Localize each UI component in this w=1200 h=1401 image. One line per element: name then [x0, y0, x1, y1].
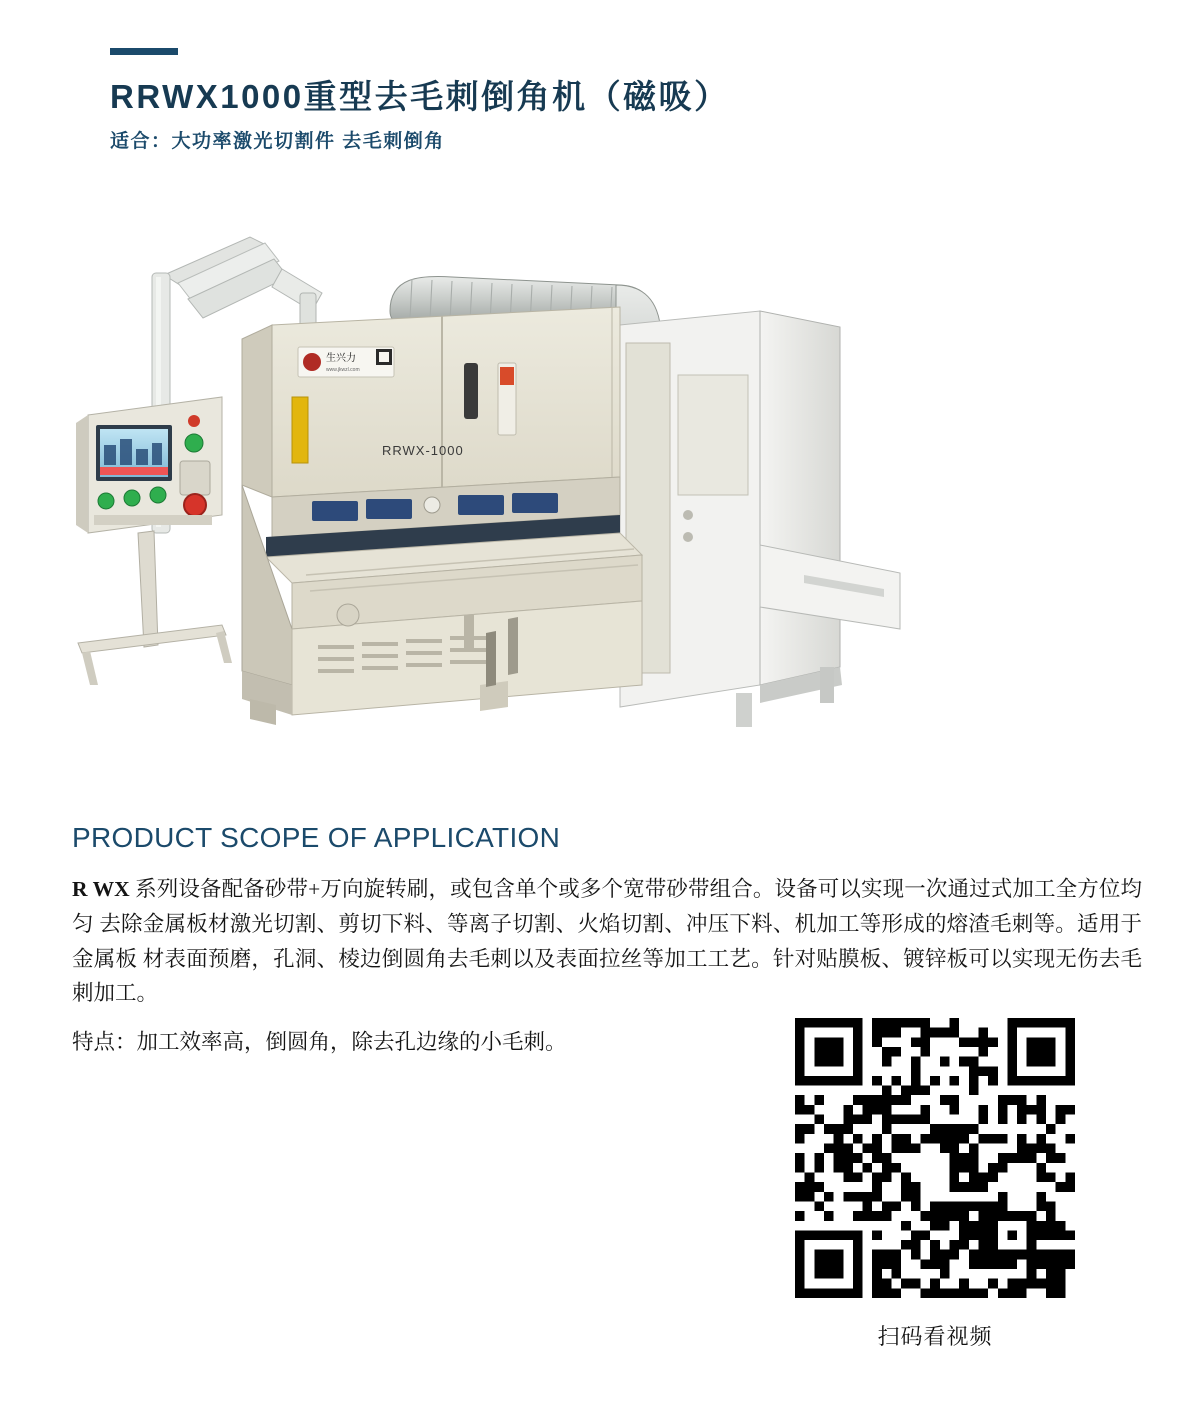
- page-subtitle: 适合：大功率激光切割件 去毛刺倒角: [110, 130, 445, 152]
- page-title: RRWX1000重型去毛刺倒角机（磁吸）: [110, 78, 730, 115]
- qr-code-image[interactable]: [795, 1018, 1075, 1298]
- svg-text:www.jkwzl.com: www.jkwzl.com: [326, 367, 360, 373]
- scope-paragraph-lead: R WX: [72, 877, 136, 901]
- product-photo: [60, 215, 1140, 775]
- svg-text:RRWX-1000: RRWX-1000: [382, 443, 464, 458]
- control-panel: [76, 397, 232, 685]
- svg-text:生兴力: 生兴力: [326, 353, 356, 364]
- scope-paragraph-2: 特点：加工效率高，倒圆角，除去孔边缘的小毛刺。: [72, 1030, 567, 1055]
- qr-caption: 扫码看视频: [877, 1324, 993, 1349]
- dust-collector-cabinet: [620, 311, 900, 727]
- scope-paragraph-1: [72, 872, 1142, 1011]
- machine-illustration: [60, 215, 1140, 775]
- accent-bar: [110, 48, 178, 55]
- page-header: [110, 48, 1110, 153]
- qr-block: [795, 1018, 1075, 1351]
- machine-main-body: [242, 307, 642, 725]
- scope-heading: PRODUCT SCOPE OF APPLICATION: [72, 822, 561, 853]
- scope-paragraph-1-text: 系列设备配备砂带+万向旋转刷，或包含单个或多个宽带砂带组合。设备可以实现一次通过式加工全方位均匀 去除金属板材激光切割、剪切下料、等离子切割、火焰切割、冲压下料、机加工等形成的熔渣毛刺等。适用于金属板 材表面预磨，孔洞、棱边倒圆角去毛刺以及表面拉丝等加工工艺。针对贴膜板、镀锌板可以实现无伤去毛刺加工。: [72, 877, 1142, 1006]
